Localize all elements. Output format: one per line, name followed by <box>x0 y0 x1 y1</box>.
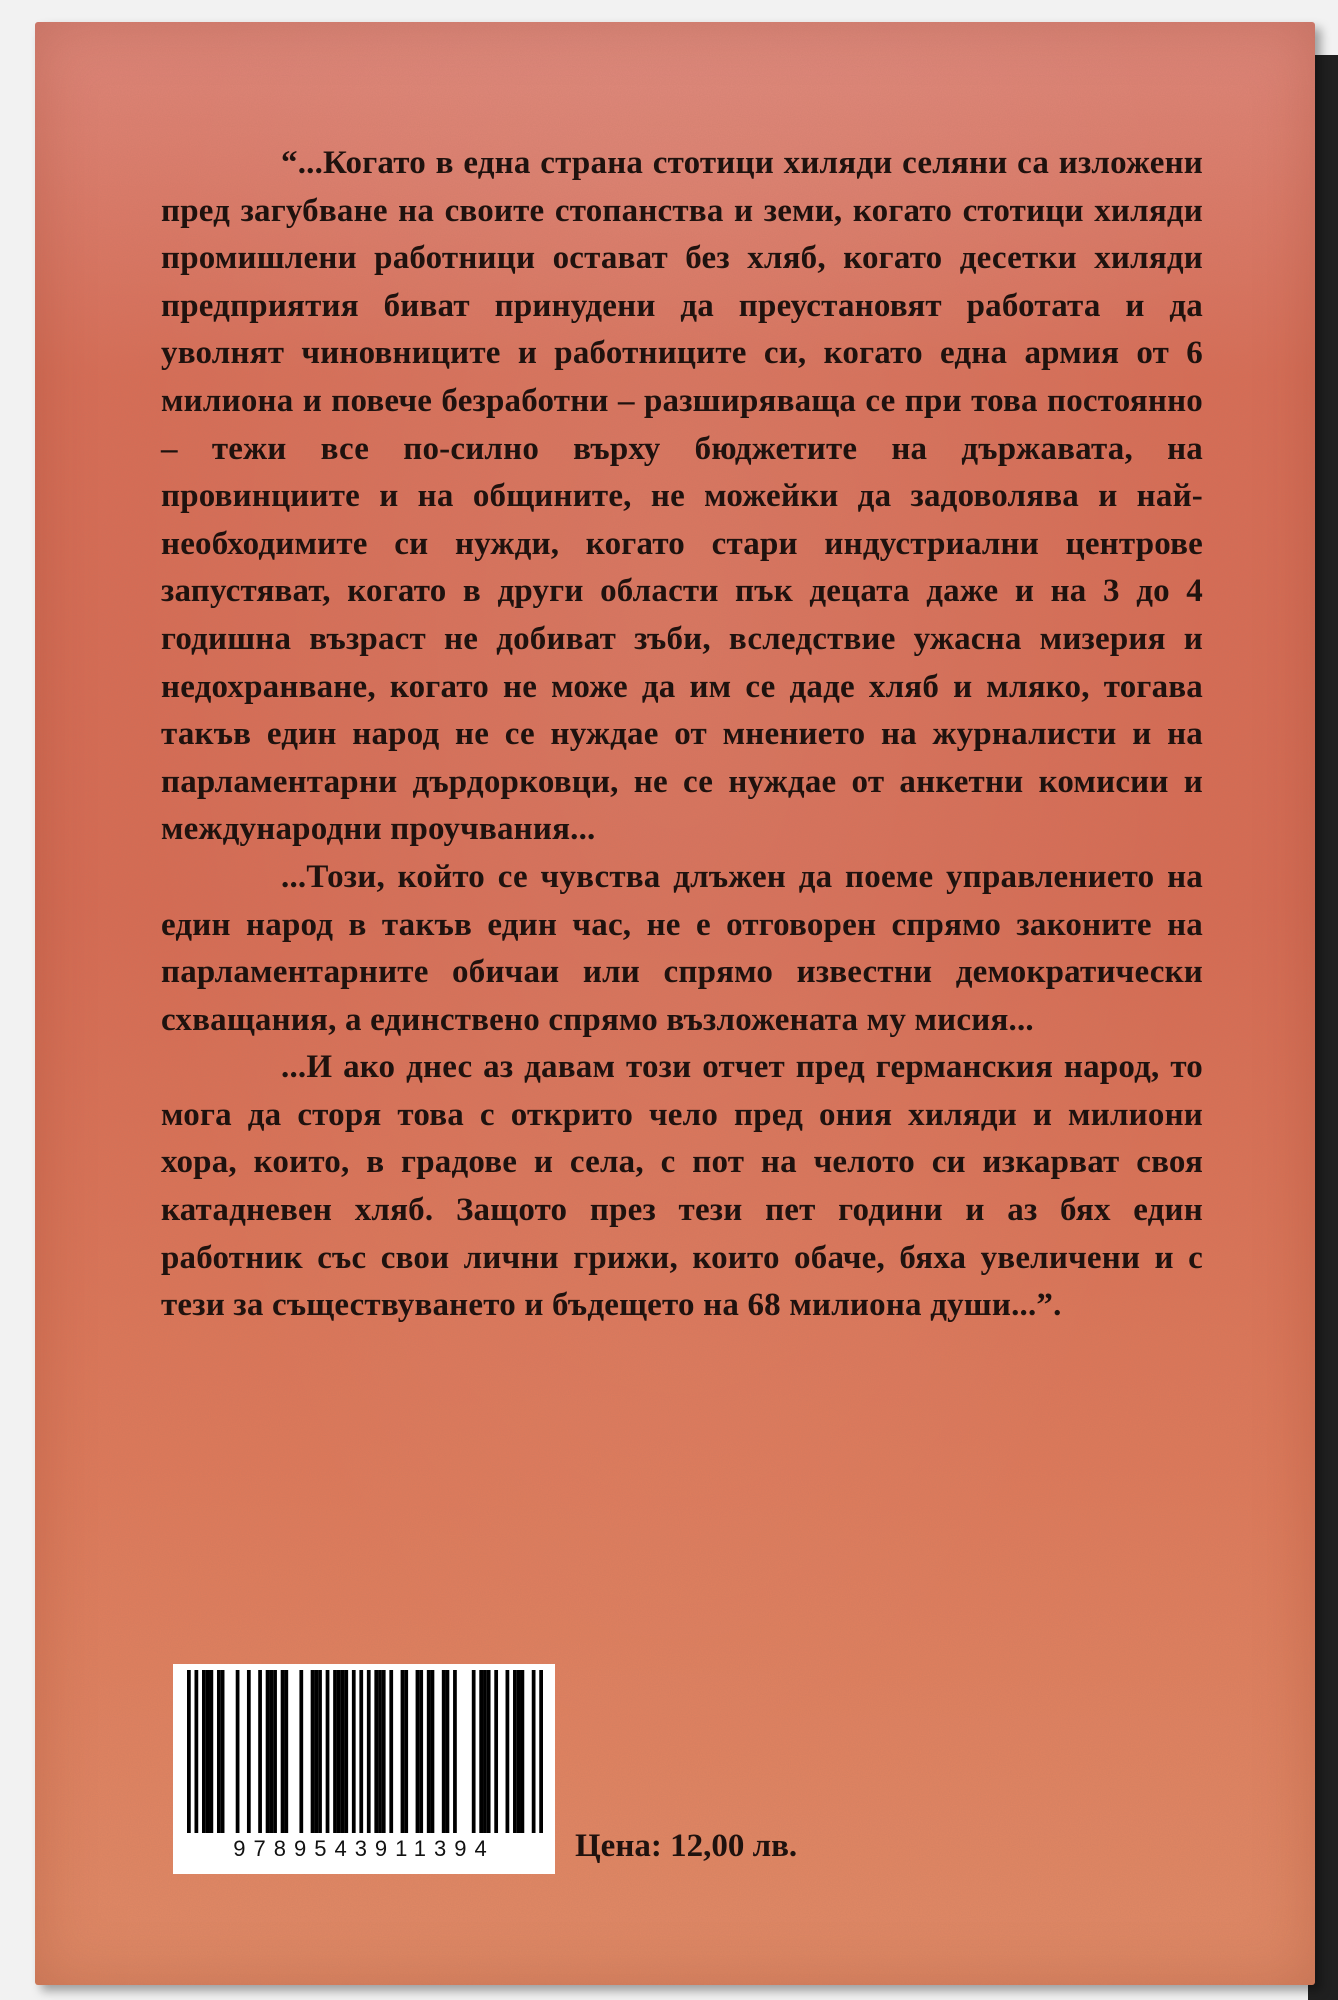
barcode-bar <box>314 1670 318 1833</box>
barcode-bar <box>299 1670 303 1833</box>
barcode-bar <box>258 1670 262 1833</box>
barcode-bar <box>382 1670 386 1833</box>
barcode-bar <box>404 1670 408 1833</box>
barcode-bar <box>333 1670 337 1833</box>
barcode-bar <box>194 1670 198 1833</box>
barcode-bar <box>517 1670 521 1833</box>
barcode-bar <box>281 1670 285 1833</box>
blurb-paragraph-1: “...Когато в една страна стотици хиляди селяни са изложени пред загубване на своите стопанства и земи, когато стотици хиляди промишлени работници остават без хляб, когато десетки хиляди предприятия биват принудени да преустановят работата и да уволнят чиновниците и работниците си, когато една армия от 6 милиона и повече безработни – разширяваща се при това постоянно – тежи все по-силно върху бюджетите на държавата, на провинциите и на общините, не можейки да задоволява и най-необходимите си нужди, когато стари индустриални центрове запустяват, когато в други области пък децата даже и на 3 до 4 годишна възраст не добиват зъби, вследствие ужасна мизерия и недохранване, когато не може да им се даде хляб и мляко, тогава такъв един народ не се нуждае от мнението на журналисти и на парламентарни дърдорковци, не се нуждае от анкетни комисии и международни проучвания... <box>161 145 1203 848</box>
barcode-bar <box>187 1670 191 1833</box>
barcode-bar <box>479 1670 483 1833</box>
barcode-bar <box>206 1670 210 1833</box>
barcode-bar <box>284 1670 288 1833</box>
barcode-bar <box>487 1670 491 1833</box>
barcode-bar <box>326 1670 330 1833</box>
barcode-label <box>173 1664 555 1874</box>
barcode-bar <box>446 1670 450 1833</box>
barcode-bar <box>374 1670 378 1833</box>
barcode-bar <box>337 1670 341 1833</box>
barcode-bar <box>221 1670 225 1833</box>
barcode-bar <box>341 1670 345 1833</box>
barcode-bar <box>521 1670 525 1833</box>
barcode-bar <box>311 1670 315 1833</box>
barcode-bar <box>236 1670 240 1833</box>
barcode-bar <box>532 1670 536 1833</box>
barcode <box>187 1670 543 1833</box>
barcode-bar <box>269 1670 273 1833</box>
blurb-paragraph-3: ...И ако днес аз давам този отчет пред германския народ, то мога да сторя това с открито чело пред ония хиляди и милиони хора, които, в градове и села, с пот на челото си изкарват своя катадневен хляб. Защото през тези пет години и аз бях един работник със свои лични грижи, които обаче, бяха увеличени и с тези за съществуването и бъдещето на 68 милиона души...”. <box>161 1049 1203 1324</box>
barcode-bar <box>401 1670 405 1833</box>
barcode-bar <box>266 1670 270 1833</box>
barcode-bar <box>378 1670 382 1833</box>
barcode-bar <box>539 1670 543 1833</box>
barcode-bar <box>416 1670 420 1833</box>
barcode-bar <box>352 1670 356 1833</box>
barcode-bar <box>442 1670 446 1833</box>
barcode-bar <box>209 1670 213 1833</box>
barcode-bar <box>367 1670 371 1833</box>
barcode-bar <box>472 1670 476 1833</box>
barcode-bar <box>419 1670 423 1833</box>
barcode-bar <box>494 1670 498 1833</box>
barcode-bar <box>202 1670 206 1833</box>
barcode-bar <box>318 1670 322 1833</box>
barcode-bar <box>344 1670 348 1833</box>
book-back-cover <box>35 22 1315 1985</box>
barcode-bar <box>506 1670 510 1833</box>
blurb-text <box>161 140 1203 1330</box>
barcode-bar <box>453 1670 457 1833</box>
barcode-bar <box>513 1670 517 1833</box>
barcode-bar <box>389 1670 393 1833</box>
barcode-bar <box>247 1670 251 1833</box>
barcode-bar <box>273 1670 277 1833</box>
barcode-bar <box>427 1670 431 1833</box>
barcode-bar <box>431 1670 435 1833</box>
blurb-paragraph-2: ...Този, който се чувства длъжен да поеме управлението на един народ в такъв един час, не е отговорен спрямо законите на парламентарните обичаи или спрямо известни демократически схващания, а единствено спрямо възложената му мисия... <box>161 858 1203 1038</box>
price: Цена: 12,00 лв. <box>575 1828 798 1864</box>
barcode-bar <box>483 1670 487 1833</box>
barcode-bar <box>217 1670 221 1833</box>
barcode-digits: 9789543911394 <box>233 1836 495 1861</box>
barcode-bar <box>359 1670 363 1833</box>
